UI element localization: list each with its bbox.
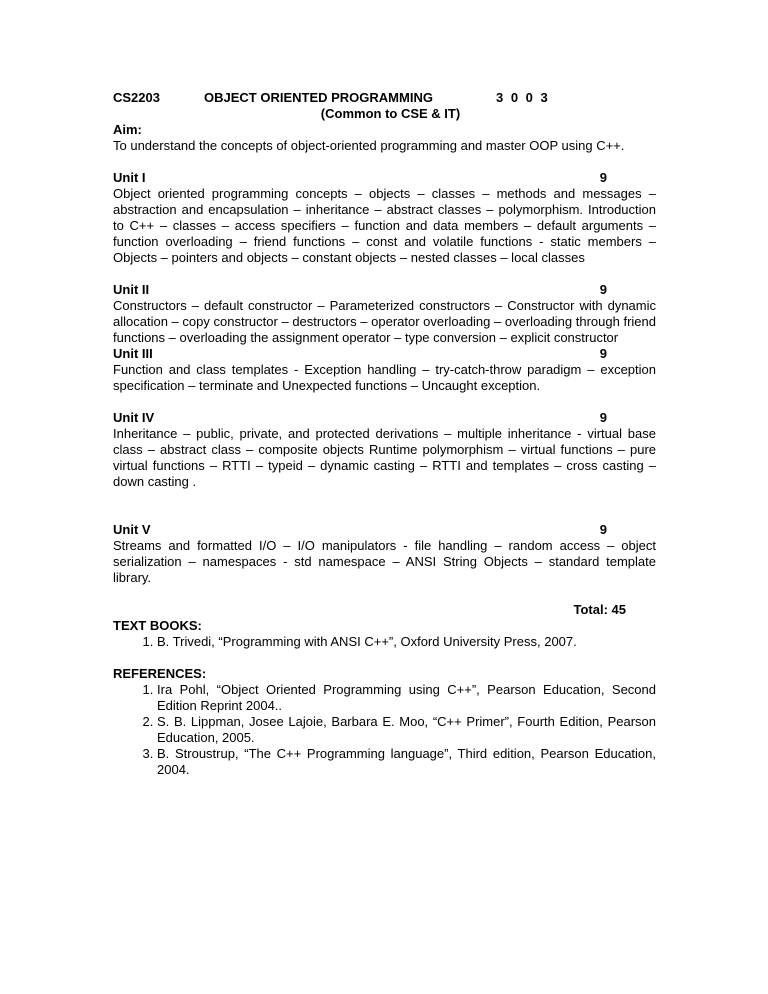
unit-heading	[113, 170, 656, 186]
unit-hours: 9	[599, 410, 607, 425]
reference-item: 2. S. B. Lippman, Josee Lajoie, Barbara E. Moo, “C++ Primer”, Fourth Edition, Pearson Education, 2005.	[157, 714, 656, 746]
unit-title: Unit I	[113, 170, 146, 185]
aim-label: Aim:	[113, 122, 142, 137]
unit-hours: 9	[599, 522, 607, 537]
unit-text: Constructors – default constructor – Parameterized constructors – Constructor with dynamic allocation – copy constructor – destructors – operator overloading – overloading through friend functions – overloading the assignment operator – type conversion – explicit constructor	[113, 298, 656, 345]
unit-section	[113, 410, 656, 490]
unit-title: Unit III	[113, 346, 153, 361]
total-hours: Total: 45	[573, 602, 626, 617]
unit-section	[113, 346, 656, 394]
unit-text: Streams and formatted I/O – I/O manipulators - file handling – random access – object serialization – namespaces - std namespace – ANSI String Objects – standard template library.	[113, 538, 656, 585]
unit-title: Unit II	[113, 282, 150, 297]
course-title: OBJECT ORIENTED PROGRAMMING	[204, 90, 433, 105]
course-code: CS2203	[113, 90, 160, 105]
unit-title: Unit IV	[113, 410, 155, 425]
unit-text: Object oriented programming concepts – objects – classes – methods and messages – abstraction and encapsulation – inheritance – abstract classes – polymorphism. Introduction to C++ – classes – access specifiers – function and data members – default arguments – function overloading – friend functions – const and volatile functions - static members – Objects – pointers and objects – constant objects – nested classes – local classes	[113, 186, 656, 265]
syllabus-content	[113, 90, 656, 778]
references-list	[113, 682, 656, 778]
course-common-note: (Common to CSE & IT)	[320, 106, 461, 121]
text-book-item: 1. B. Trivedi, “Programming with ANSI C++”, Oxford University Press, 2007.	[157, 634, 656, 650]
course-header	[113, 90, 656, 106]
aim-text: To understand the concepts of object-oriented programming and master OOP using C++.	[113, 138, 625, 153]
unit-heading	[113, 346, 656, 362]
references-heading: REFERENCES:	[113, 666, 207, 681]
unit-hours: 9	[599, 282, 607, 297]
unit-text: Inheritance – public, private, and protected derivations – multiple inheritance - virtual base class – abstract class – composite objects Runtime polymorphism – virtual functions – pure virtual functions – RTTI – typeid – dynamic casting – RTTI and templates – cross casting – down casting .	[113, 426, 656, 489]
unit-section	[113, 522, 656, 586]
unit-heading	[113, 410, 656, 426]
unit-text: Function and class templates - Exception handling – try-catch-throw paradigm – exception specification – terminate and Unexpected functions – Uncaught exception.	[113, 362, 656, 393]
unit-heading	[113, 522, 656, 538]
text-books-list	[113, 634, 656, 650]
course-credits: 3 0 0 3	[496, 90, 548, 105]
reference-item: 1. Ira Pohl, “Object Oriented Programming using C++”, Pearson Education, Second Edition Reprint 2004..	[157, 682, 656, 714]
text-books-heading: TEXT BOOKS:	[113, 618, 202, 633]
unit-heading	[113, 282, 656, 298]
unit-title: Unit V	[113, 522, 151, 537]
reference-item: 3. B. Stroustrup, “The C++ Programming language”, Third edition, Pearson Education, 2004.	[157, 746, 656, 778]
unit-section	[113, 282, 656, 346]
unit-hours: 9	[599, 346, 607, 361]
unit-section	[113, 170, 656, 266]
unit-hours: 9	[599, 170, 607, 185]
